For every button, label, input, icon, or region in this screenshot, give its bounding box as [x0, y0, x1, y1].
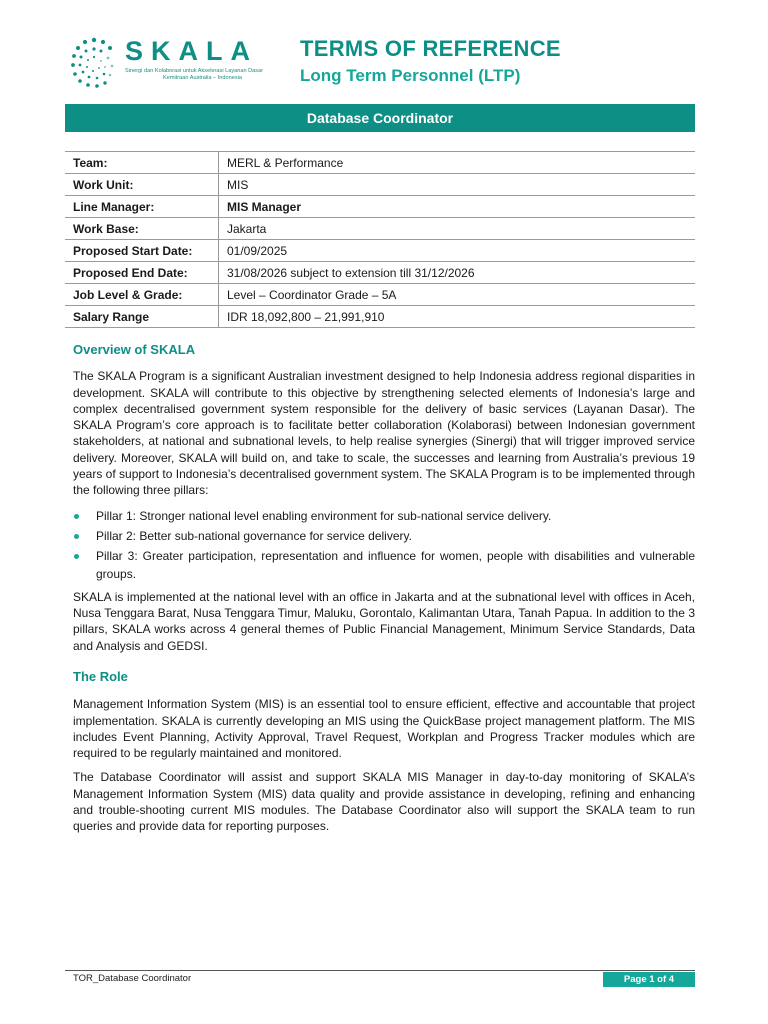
pillar-text: Pillar 1: Stronger national level enabling environment for sub-national service delivery.: [96, 508, 552, 523]
detail-value: 01/09/2025: [219, 240, 696, 262]
pillar-text: Pillar 2: Better sub-national governance for service delivery.: [96, 528, 412, 543]
list-item: [73, 507, 695, 525]
overview-paragraph-1: The SKALA Program is a significant Australian investment designed to help Indonesia address regional disparities in development. SKALA will contribute to this objective by strengthening selected elements of Indonesia’s large and complex decentralised government system responsible for the delivery of basic services (Layanan Dasar). The SKALA Program’s core approach is to facilitate better collaboration (Kolaborasi) between Indonesian government stakeholders, at national and subnational levels, to help realise synergies (Sinergi) that will trigger improved service delivery. Moreover, SKALA will build on, and take to scale, the successes and learning from Australia’s previous 19 years of support to Indonesia’s decentralised government system. The SKALA Program is to be implemented through the following three pillars:: [73, 369, 695, 498]
pillars-list: [73, 507, 695, 583]
table-row: [65, 240, 695, 262]
detail-label: Work Unit:: [65, 174, 219, 196]
overview-paragraph-2: SKALA is implemented at the national level with an office in Jakarta and at the subnational level with offices in Aceh, Nusa Tenggara Barat, Nusa Tenggara Timur, Maluku, Gorontalo, Kalimantan Utara, Tanah Papua. In addition to the 3 pillars, SKALA works across 4 general themes of Public Financial Management, Minimum Service Standards, Data and Analysis and GEDSI.: [73, 589, 695, 653]
table-row: [65, 218, 695, 240]
footer-divider: [65, 970, 695, 971]
logo-wordmark: SKALA: [125, 36, 258, 66]
bullet-icon: [74, 514, 79, 519]
bullet-icon: [74, 534, 79, 539]
document-subtitle: Long Term Personnel (LTP): [300, 66, 521, 85]
table-row: [65, 196, 695, 218]
detail-value: MIS: [219, 174, 696, 196]
detail-value: 31/08/2026 subject to extension till 31/12/2026: [219, 262, 696, 284]
logo-tagline: [125, 68, 265, 82]
table-row: [65, 152, 695, 174]
logo-tagline-line-1: Sinergi dan Kolaborasi untuk Akselerasi Layanan Dasar: [125, 68, 264, 74]
detail-value: Level – Coordinator Grade – 5A: [219, 284, 696, 306]
detail-label: Work Base:: [65, 218, 219, 240]
table-row: [65, 174, 695, 196]
skala-logo-mark-icon: [68, 36, 120, 90]
logo-tagline-line-2: Kemitraan Australia – Indonesia: [163, 75, 242, 81]
role-paragraph-2: The Database Coordinator will assist and support SKALA MIS Manager in day-to-day monitoring of SKALA’s Management Information System (MIS) data quality and provide assistance in developing, refining and enhancing and trouble-shooting current MIS modules. The Database Coordinator also will support the SKALA team to run queries and provide data for reporting purposes.: [73, 770, 695, 834]
detail-label: Proposed Start Date:: [65, 240, 219, 262]
detail-value: IDR 18,092,800 – 21,991,910: [219, 306, 696, 328]
position-details-table: [65, 151, 695, 328]
footer-document-name: TOR_Database Coordinator: [73, 973, 192, 984]
detail-label: Proposed End Date:: [65, 262, 219, 284]
detail-value: MIS Manager: [219, 196, 696, 218]
list-item: [73, 547, 695, 583]
overview-heading: Overview of SKALA: [73, 342, 196, 357]
table-row: [65, 306, 695, 328]
role-paragraph-1: Management Information System (MIS) is an essential tool to ensure efficient, effective and accountable that project implementation. SKALA is currently developing an MIS using the QuickBase project management platform. The MIS includes Event Planning, Activity Approval, Travel Request, Workplan and Progress Tracker modules which are required to be regularly maintained and monitored.: [73, 697, 695, 761]
table-row: [65, 262, 695, 284]
bullet-icon: [74, 554, 79, 559]
detail-value: MERL & Performance: [219, 152, 696, 174]
detail-label: Job Level & Grade:: [65, 284, 219, 306]
detail-label: Salary Range: [65, 306, 219, 328]
overview-section: [73, 342, 695, 654]
role-heading: The Role: [73, 669, 128, 684]
role-section: [73, 669, 695, 835]
list-item: [73, 527, 695, 545]
detail-label: Team:: [65, 152, 219, 174]
pillar-text: Pillar 3: Greater participation, representation and influence for women, people with disabilities and vulnerable groups.: [96, 548, 695, 581]
footer-page-number: Page 1 of 4: [603, 972, 695, 987]
position-title-banner: Database Coordinator: [65, 104, 695, 132]
detail-label: Line Manager:: [65, 196, 219, 218]
skala-logo: [68, 36, 264, 90]
detail-value: Jakarta: [219, 218, 696, 240]
table-row: [65, 284, 695, 306]
document-title: TERMS OF REFERENCE: [300, 36, 561, 61]
